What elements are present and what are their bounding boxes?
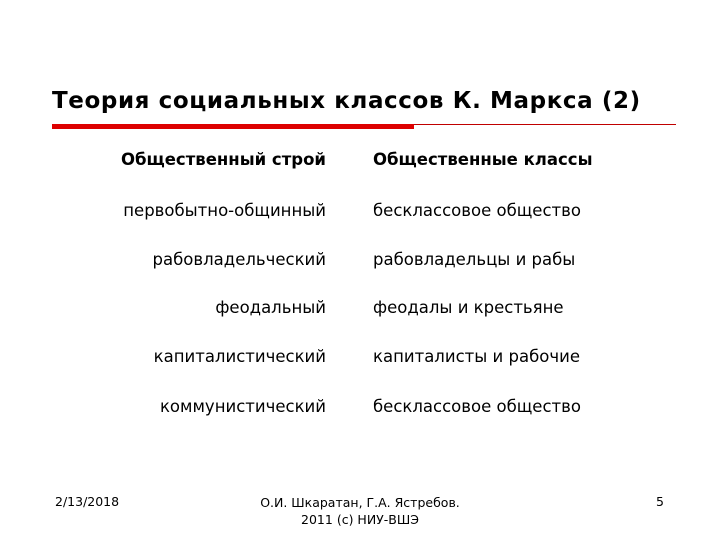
classes-cell: бесклассовое общество xyxy=(373,201,581,220)
formation-cell: коммунистический xyxy=(159,397,326,416)
formation-cell: феодальный xyxy=(215,298,326,317)
formation-cell: капиталистический xyxy=(153,347,326,366)
classes-cell: феодалы и крестьяне xyxy=(373,298,564,317)
formation-cell: первобытно-общинный xyxy=(123,201,326,220)
classes-cell: бесклассовое общество xyxy=(373,397,581,416)
table-header-formation: Общественный строй xyxy=(120,150,326,169)
slide-title: Теория социальных классов К. Маркса (2) xyxy=(52,88,641,114)
classes-cell: капиталисты и рабочие xyxy=(373,347,580,366)
footer-date: 2/13/2018 xyxy=(55,494,120,509)
table-header-classes: Общественные классы xyxy=(373,150,593,169)
classes-cell: рабовладельцы и рабы xyxy=(373,250,576,269)
footer-author xyxy=(210,494,510,528)
footer-author-line1: О.И. Шкаратан, Г.А. Ястребов. xyxy=(260,495,460,510)
footer-author-line2: 2011 (с) НИУ-ВШЭ xyxy=(301,512,419,527)
formation-cell: рабовладельческий xyxy=(152,250,326,269)
page-number: 5 xyxy=(656,494,664,509)
